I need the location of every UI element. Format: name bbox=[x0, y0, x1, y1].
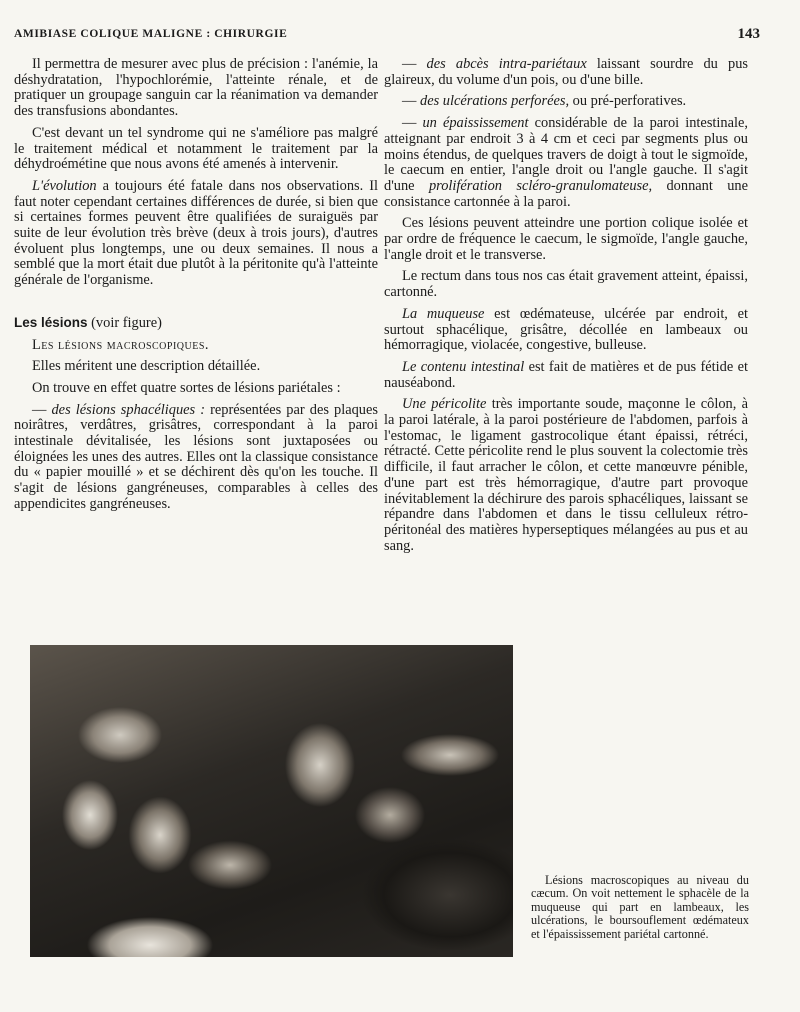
running-header bbox=[14, 28, 760, 46]
list-item: — des abcès intra-pariétaux laissant sourdre du pus glaireux, du volume d'un pois, ou d'une bille. bbox=[384, 56, 748, 88]
list-item: — des lésions sphacéliques : représentées par des plaques noirâtres, verdâtres, grisâtres, correspondant à la paroi intestinale dévitalisée, les lésions sont juxtaposées ou éloignées les unes des autres. Elles ont la classique consistance du « papier mouillé » et se déchirent dès qu'on les touche. Il s'agit de lésions gangréneuses, comparables à celles des appendicites gangréneuses. bbox=[14, 401, 378, 512]
left-column bbox=[14, 57, 378, 519]
specimen-photograph bbox=[30, 645, 513, 957]
list-item: — des ulcérations perforées, ou pré-perforatives. bbox=[402, 93, 687, 110]
paragraph: On trouve en effet quatre sortes de lésions pariétales : bbox=[32, 379, 341, 396]
italic-term: L'évolution bbox=[32, 177, 97, 194]
section-title: Les lésions bbox=[14, 314, 88, 330]
page-number: 143 bbox=[737, 26, 760, 42]
paragraph: C'est devant un tel syndrome qui ne s'améliore pas malgré le traitement médical et notamment le traitement par la déhydroémétine que nous avons été amenés à intervenir. bbox=[14, 124, 378, 173]
paragraph: Ces lésions peuvent atteindre une portion colique isolée et par ordre de fréquence le caecum, le sigmoïde, l'angle gauche, l'angle droit et le transverse. bbox=[384, 215, 748, 263]
paragraph: Le contenu intestinal est fait de matières et de pus fétide et nauséabond. bbox=[384, 358, 748, 391]
paragraph: L'évolution a toujours été fatale dans nos observations. Il faut noter cependant certaines différences de durée, si bien que si certaines formes peuvent être qualifiées de suraiguës par suite de leur évolution très brève (deux à trois jours), d'autres évoluent plus longtemps, une ou deux semaines. Il nous a semblé que la mort était due plutôt à la péritonite qu'à l'atteinte générale de l'organisme. bbox=[14, 177, 378, 289]
paragraph: Il permettra de mesurer avec plus de précision : l'anémie, la déshydratation, l'hypochlorémie, l'atteinte rénale, et de pratiquer un groupage sanguin car la réanimation va demander des transfusions abondantes. bbox=[14, 56, 378, 120]
list-item: — un épaississement considérable de la paroi intestinale, atteignant par endroit 3 à 4 cm et ceci par segments plus ou moins étendus, de quelques travers de doigt à tout le sigmoïde, le caecum en entier, l'angle droit ou l'angle gauche. Il s'agit d'une prolifération scléro-granulomateuse, donnant une consistance cartonnée à la paroi. bbox=[384, 115, 748, 210]
paragraph: Elles méritent une description détaillée. bbox=[32, 358, 261, 375]
section-heading bbox=[14, 315, 378, 332]
subheading: Les lésions macroscopiques. bbox=[32, 336, 209, 353]
paragraph: Le rectum dans tous nos cas était gravement atteint, épaissi, cartonné. bbox=[384, 268, 748, 301]
running-title: AMIBIASE COLIQUE MALIGNE : CHIRURGIE bbox=[14, 28, 288, 40]
figure-caption: Lésions macroscopiques au niveau du cæcum. On voit nettement le sphacèle de la muqueuse qui part en lambeaux, les ulcérations, le boursouflement œdémateux et l'épaississement pariétal cartonné. bbox=[531, 873, 749, 941]
paragraph: Une péricolite très importante soude, maçonne le côlon, à la paroi latérale, à la paroi postérieure de l'abdomen, parfois à l'estomac, le ligament gastrocolique étant épaissi, rétréci, rétracté. Cette péricolite rend le plus souvent la colectomie très difficile, il faut arracher le côlon, et cette manœuvre pénible, d'une part est très hémorragique, d'autre part provoque inévitablement la déchirure des parois sphacéliques, laissant se répandre dans l'abdomen et dans le tissu celluleux rétro-péritonéal des matières hyperseptiques mélangées au pus et au sang. bbox=[384, 396, 749, 554]
section-note: (voir figure) bbox=[87, 314, 162, 331]
right-column bbox=[384, 57, 748, 560]
paragraph: La muqueuse est œdémateuse, ulcérée par endroit, et surtout sphacélique, grisâtre, décollée en lambeaux ou hémorragique, violacée, congestive, bulleuse. bbox=[384, 305, 748, 354]
